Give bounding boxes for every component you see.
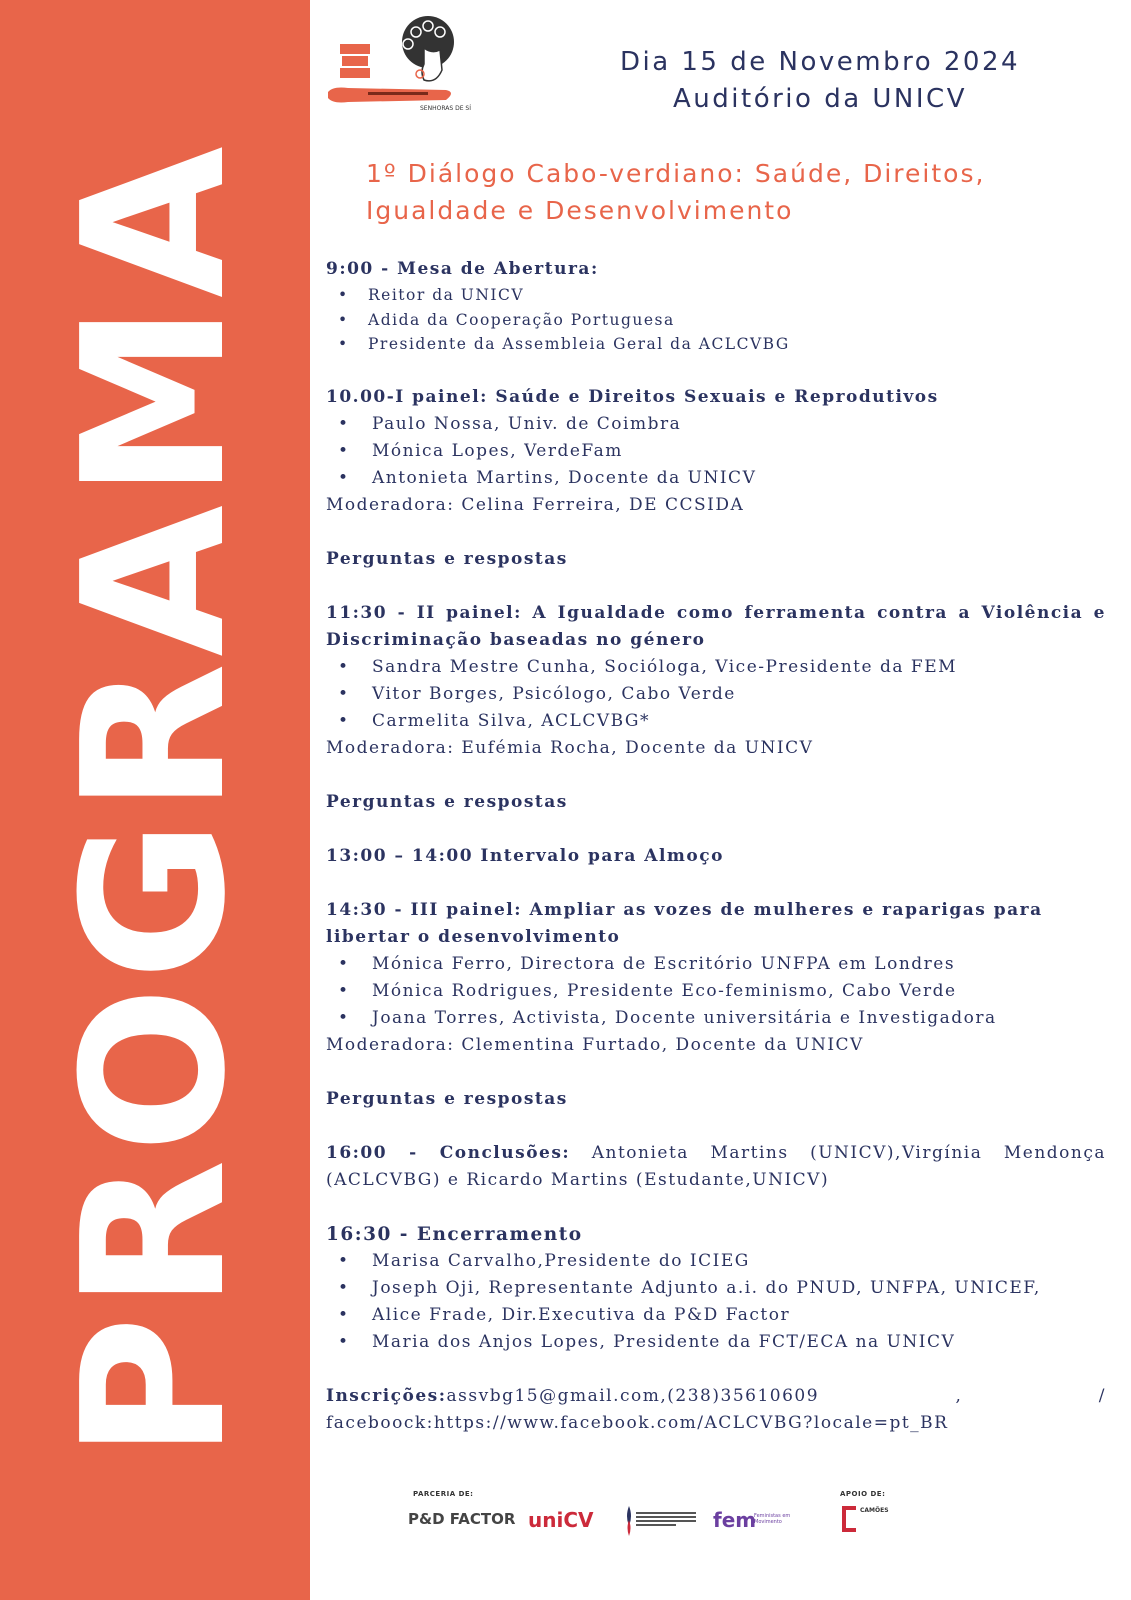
opening-heading: 9:00 - Mesa de Abertura: (326, 259, 599, 279)
support-label: APOIO DE: (840, 1490, 886, 1498)
panel3-list (326, 951, 1106, 1032)
camoes-c-icon (842, 1506, 856, 1532)
list-item: • Antonieta Martins, Docente da UNICV (338, 467, 757, 488)
list-item: • Mónica Lopes, VerdeFam (338, 440, 623, 461)
closing-heading: 16:30 - Encerramento (326, 1223, 583, 1245)
program-banner (0, 0, 310, 1600)
list-item: • Carmelita Silva, ACLCVBG* (338, 710, 651, 731)
opening-list (326, 283, 1106, 357)
panel1-moderator: Moderadora: Celina Ferreira, DE CCSIDA (326, 494, 745, 515)
fem-logo: fem (713, 1508, 757, 1532)
association-text-icon (636, 1510, 696, 1528)
event-venue: Auditório da UNICV (673, 84, 967, 114)
list-item: • Alice Frade, Dir.Executiva da P&D Factor (338, 1304, 791, 1325)
association-flame-icon (625, 1506, 633, 1536)
program-content (326, 256, 1106, 1437)
event-title-line2: Igualdade e Desenvolvimento (366, 196, 794, 225)
registration-text[interactable]: assvbg15@gmail.com,(238)35610609 , / faceboock:https://www.facebook.com/ACLCVBG?locale=pt_BR (326, 1385, 1106, 1433)
conclusions-text: Antonieta Martins (UNICV),Virgínia Mendonça (ACLCVBG) e Ricardo Martins (Estudante,UNICV) (326, 1142, 1107, 1190)
senhoras-de-si-logo (328, 14, 473, 114)
pd-factor-logo: P&D FACTOR (408, 1510, 516, 1528)
event-date: Dia 15 de Novembro 2024 (619, 47, 1021, 77)
panel2-moderator: Moderadora: Eufémia Rocha, Docente da UNICV (326, 737, 814, 758)
conclusions-paragraph (326, 1140, 1106, 1194)
panel3-heading: 14:30 - III painel: Ampliar as vozes de mulheres e raparigas para libertar o desenvolvimento (326, 899, 1043, 947)
list-item: • Joana Torres, Activista, Docente universitária e Investigadora (338, 1007, 997, 1028)
list-item: • Marisa Carvalho,Presidente do ICIEG (338, 1250, 750, 1271)
panel1-qa: Perguntas e respostas (326, 548, 568, 569)
woman-portrait-icon (328, 14, 473, 114)
registration-paragraph (326, 1383, 1106, 1437)
panel2-qa: Perguntas e respostas (326, 791, 568, 812)
list-item: • Mónica Ferro, Directora de Escritório UNFPA em Londres (338, 953, 956, 974)
panel1-list (326, 411, 1106, 492)
camoes-logo: CAMÕES (860, 1507, 889, 1514)
event-date-venue (560, 44, 1080, 118)
partners-strip (380, 1470, 1080, 1570)
event-title (366, 155, 1106, 229)
closing-list (326, 1248, 1106, 1356)
list-item: • Reitor da UNICV (338, 286, 525, 304)
list-item: • Vitor Borges, Psicólogo, Cabo Verde (338, 683, 736, 704)
event-title-line1: 1º Diálogo Cabo-verdiano: Saúde, Direitos, (366, 159, 986, 188)
registration-label: Inscrições: (326, 1385, 447, 1406)
list-item: • Presidente da Assembleia Geral da ACLCVBG (338, 335, 790, 353)
panel1-heading: 10.00-I painel: Saúde e Direitos Sexuais e Reprodutivos (326, 386, 939, 407)
panel3-moderator: Moderadora: Clementina Furtado, Docente da UNICV (326, 1034, 864, 1055)
list-item: • Maria dos Anjos Lopes, Presidente da FCT/ECA na UNICV (338, 1331, 956, 1352)
banner-word: PROGRAMA (41, 140, 269, 1460)
partnership-label: PARCERIA DE: (413, 1490, 474, 1498)
lunch-heading: 13:00 – 14:00 Intervalo para Almoço (326, 845, 724, 866)
list-item: • Adida da Cooperação Portuguesa (338, 310, 675, 329)
panel3-qa: Perguntas e respostas (326, 1088, 568, 1109)
fem-subtitle: Feministas em Movimento (754, 1513, 791, 1525)
unicv-logo: uniCV (528, 1508, 594, 1532)
panel2-list (326, 654, 1106, 735)
logo-caption: SENHORAS DE SÍ (420, 105, 471, 112)
list-item: • Mónica Rodrigues, Presidente Eco-feminismo, Cabo Verde (338, 980, 957, 1001)
conclusions-heading: 16:00 - Conclusões: (326, 1142, 571, 1163)
list-item: • Paulo Nossa, Univ. de Coimbra (338, 413, 682, 434)
panel2-heading: 11:30 - II painel: A Igualdade como ferramenta contra a Violência e Discriminação baseadas no género (326, 602, 1106, 650)
list-item: • Sandra Mestre Cunha, Socióloga, Vice-Presidente da FEM (338, 656, 958, 677)
list-item: • Joseph Oji, Representante Adjunto a.i. do PNUD, UNFPA, UNICEF, (338, 1277, 1041, 1298)
